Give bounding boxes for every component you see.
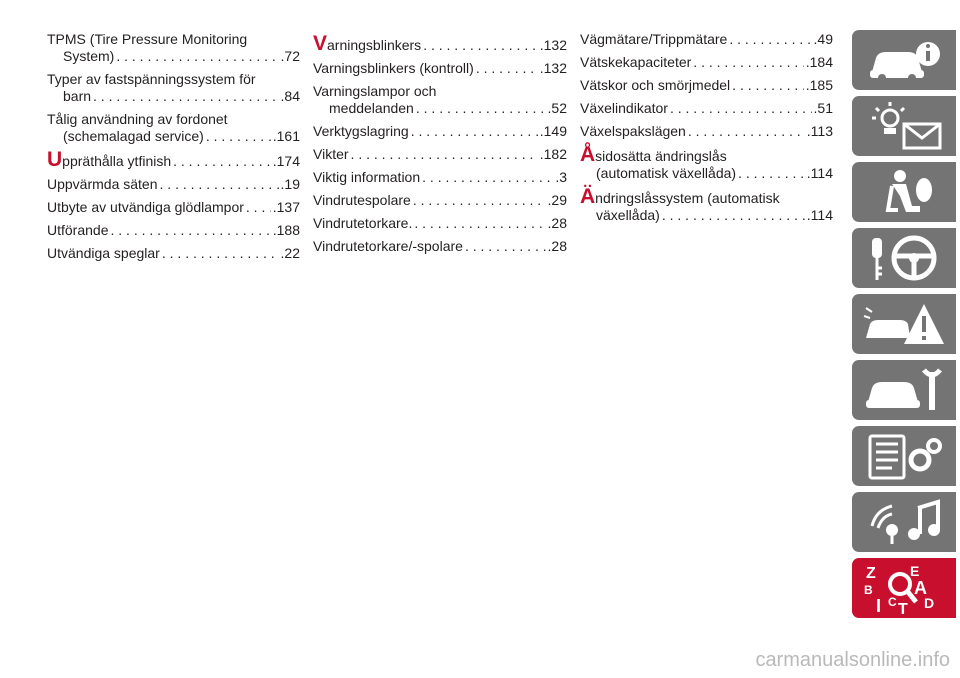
dot-leader: [465, 238, 546, 255]
index-entry-text: växellåda): [596, 207, 660, 223]
index-entry-line: [47, 128, 300, 145]
index-entry-text: Utvändiga speglar: [47, 245, 160, 261]
dot-leader: [162, 245, 279, 262]
index-letter: A: [914, 578, 927, 598]
index-column-1: [47, 31, 300, 268]
dot-leader: [414, 215, 545, 232]
index-entry[interactable]: [580, 31, 833, 48]
index-entry[interactable]: [313, 123, 567, 140]
page-number: .52: [547, 100, 567, 116]
index-entry[interactable]: [313, 215, 567, 232]
index-entry-text: Vindrutetorkare.: [313, 215, 413, 231]
dot-leader: [422, 169, 553, 186]
section-letter: V: [313, 32, 328, 55]
index-entry-text: Vindrutetorkare/-spolare: [313, 238, 463, 254]
index-entry-text: Vikter: [313, 146, 349, 162]
tab-car-info[interactable]: [852, 30, 956, 90]
index-entry[interactable]: [313, 83, 567, 117]
index-entry-text: Verktygslagring: [313, 123, 409, 139]
index-entry-line: [313, 169, 567, 186]
index-entry-line: [313, 146, 567, 163]
index-entry-line: [580, 123, 833, 140]
index-entry[interactable]: [580, 100, 833, 117]
index-entry-line: [580, 77, 833, 94]
index-column-3: [580, 31, 833, 230]
index-entry-line: [580, 185, 833, 208]
index-column-2: [313, 31, 567, 261]
index-entry-line: [47, 245, 300, 262]
index-entry-line: [313, 32, 567, 55]
page-number: .28: [547, 215, 567, 231]
seat-airbag-icon: [862, 166, 948, 218]
index-entry[interactable]: [313, 192, 567, 209]
index-entry-text: Varningsblinkers (kontroll): [313, 60, 474, 76]
dot-leader: [413, 192, 546, 209]
car-crash-warning-icon: [862, 298, 948, 350]
index-letter: E: [910, 563, 920, 579]
index-entry[interactable]: [47, 111, 300, 145]
dot-leader: [173, 153, 271, 170]
dot-leader: [476, 60, 538, 77]
tab-technical-data[interactable]: [852, 426, 956, 486]
dot-leader: [693, 54, 803, 71]
spec-sheet-gears-icon: [862, 430, 948, 482]
dot-leader: [729, 31, 811, 48]
dot-leader: [416, 100, 546, 117]
index-entry-line: [47, 199, 300, 216]
index-entry-text: Typer av fastspänningssystem för: [47, 71, 256, 87]
index-entry-text: barn: [63, 88, 92, 104]
page-number: .182: [539, 146, 567, 162]
page-number: .132: [539, 37, 567, 53]
index-entry-text: meddelanden: [329, 100, 414, 116]
index-entry-text: Vägmätare/Trippmätare: [580, 31, 728, 47]
index-entry-text: Varningslampor och: [313, 83, 437, 99]
index-entry[interactable]: [47, 31, 300, 65]
page-number: .114: [806, 207, 833, 223]
index-entry-line: [47, 176, 300, 193]
page-number: .51: [813, 100, 833, 116]
index-entry-text: Växelspakslägen: [580, 123, 686, 139]
dot-leader: [732, 77, 804, 94]
index-entry[interactable]: [580, 54, 833, 71]
dot-leader: [688, 123, 805, 140]
index-letter: B: [864, 583, 873, 597]
index-entry[interactable]: [313, 60, 567, 77]
key-steering-wheel-icon: [862, 232, 948, 284]
index-entry[interactable]: [47, 245, 300, 262]
dot-leader: [738, 165, 805, 182]
watermark: carmanualsonline.info: [755, 649, 950, 671]
page-number: .114: [806, 165, 833, 181]
index-entry-line: [47, 222, 300, 239]
dot-leader: [93, 88, 279, 105]
index-entry[interactable]: [580, 77, 833, 94]
index-entry[interactable]: [313, 32, 567, 55]
page-number: .3: [555, 169, 567, 185]
chapter-tab-sidebar: [852, 30, 956, 624]
page-number: .72: [280, 48, 300, 64]
index-entry[interactable]: [313, 146, 567, 163]
index-entry-line: [580, 31, 833, 48]
dot-leader: [411, 123, 538, 140]
section-letter: U: [47, 148, 63, 171]
tab-warning-lights[interactable]: [852, 96, 956, 156]
index-entry[interactable]: [313, 169, 567, 186]
section-letter: Å: [580, 143, 596, 166]
page-number: .84: [280, 88, 300, 104]
page-number: .29: [547, 192, 567, 208]
index-entry-text: Utbyte av utvändiga glödlampor: [47, 199, 244, 215]
index-entry-text: System): [63, 48, 115, 64]
index-entry-line: [47, 88, 300, 105]
index-letter: I: [876, 596, 882, 614]
page-number: .161: [272, 128, 300, 144]
index-letter: C: [888, 595, 897, 609]
index-entry-text: sidosätta ändringslås: [595, 148, 727, 164]
index-entry-text: Vindrutespolare: [313, 192, 411, 208]
index-entry-line: [580, 54, 833, 71]
index-entry-line: [313, 238, 567, 255]
index-entry[interactable]: [580, 185, 833, 224]
page-number: .19: [280, 176, 300, 192]
section-letter: Ä: [580, 185, 596, 208]
index-entry[interactable]: [47, 71, 300, 105]
index-entry[interactable]: [47, 148, 300, 171]
index-entry[interactable]: [47, 199, 300, 216]
index-entry[interactable]: [47, 176, 300, 193]
dot-leader: [246, 199, 271, 216]
index-entry-line: [580, 207, 833, 224]
page-number: .113: [806, 123, 833, 139]
tab-emergency[interactable]: [852, 294, 956, 354]
index-entry[interactable]: [313, 238, 567, 255]
page-number: .149: [539, 123, 567, 139]
signal-music-icon: [862, 496, 948, 548]
page-number: .28: [547, 238, 567, 254]
index-entry-line: [580, 100, 833, 117]
index-entry-text: Vätskor och smörjmedel: [580, 77, 731, 93]
index-entry-line: [313, 123, 567, 140]
index-entry[interactable]: [47, 222, 300, 239]
alphabet-index-icon: [862, 562, 948, 614]
dot-leader: [116, 48, 278, 65]
index-entry-text: Uppvärmda säten: [47, 176, 158, 192]
index-letter: Z: [866, 565, 876, 582]
warning-light-message-icon: [862, 100, 948, 152]
index-entry-line: [47, 71, 300, 88]
index-entry-line: [580, 165, 833, 182]
tab-service[interactable]: [852, 360, 956, 420]
car-info-icon: [862, 34, 948, 86]
index-entry-text: arningsblinkers: [327, 37, 422, 53]
index-entry-text: Viktig information: [313, 169, 421, 185]
index-entry-line: [47, 31, 300, 48]
index-letter: T: [898, 601, 908, 614]
index-entry-text: (automatisk växellåda): [596, 165, 737, 181]
index-entry-line: [313, 100, 567, 117]
page-number: .174: [272, 153, 300, 169]
index-entry[interactable]: [580, 123, 833, 140]
page-number: .137: [272, 199, 300, 215]
index-entry[interactable]: [580, 143, 833, 182]
index-entry-text: (schemalagad service): [63, 128, 204, 144]
index-entry-line: [313, 192, 567, 209]
index-letter: D: [924, 595, 935, 611]
index-entry-line: [313, 60, 567, 77]
dot-leader: [423, 37, 538, 54]
tab-multimedia[interactable]: [852, 492, 956, 552]
dot-leader: [670, 100, 812, 117]
tab-index[interactable]: [852, 558, 956, 618]
page-number: .185: [805, 77, 833, 93]
dot-leader: [351, 146, 538, 163]
index-entry-line: [47, 148, 300, 171]
index-entry-text: Utförande: [47, 222, 109, 238]
page-number: .22: [280, 245, 300, 261]
index-entry-text: Tålig användning av fordonet: [47, 111, 228, 127]
index-entry-line: [47, 111, 300, 128]
dot-leader: [160, 176, 279, 193]
page-number: .184: [805, 54, 833, 70]
tab-seats-airbags[interactable]: [852, 162, 956, 222]
index-entry-text: ndringslåssystem (automatisk: [595, 190, 780, 206]
page-number: .49: [813, 31, 833, 47]
dot-leader: [206, 128, 271, 145]
car-wrench-icon: [862, 364, 948, 416]
index-entry-line: [313, 83, 567, 100]
index-entry-text: Vätskekapaciteter: [580, 54, 692, 70]
index-entry-line: [313, 215, 567, 232]
index-entry-line: [47, 48, 300, 65]
index-entry-line: [580, 143, 833, 166]
dot-leader: [110, 222, 270, 239]
tab-starting-driving[interactable]: [852, 228, 956, 288]
page-number: .188: [272, 222, 300, 238]
index-entry-text: Växelindikator: [580, 100, 668, 116]
index-entry-text: ppräthålla ytfinish: [62, 153, 172, 169]
page-number: .132: [539, 60, 567, 76]
index-entry-text: TPMS (Tire Pressure Monitoring: [47, 31, 248, 47]
dot-leader: [662, 207, 805, 224]
